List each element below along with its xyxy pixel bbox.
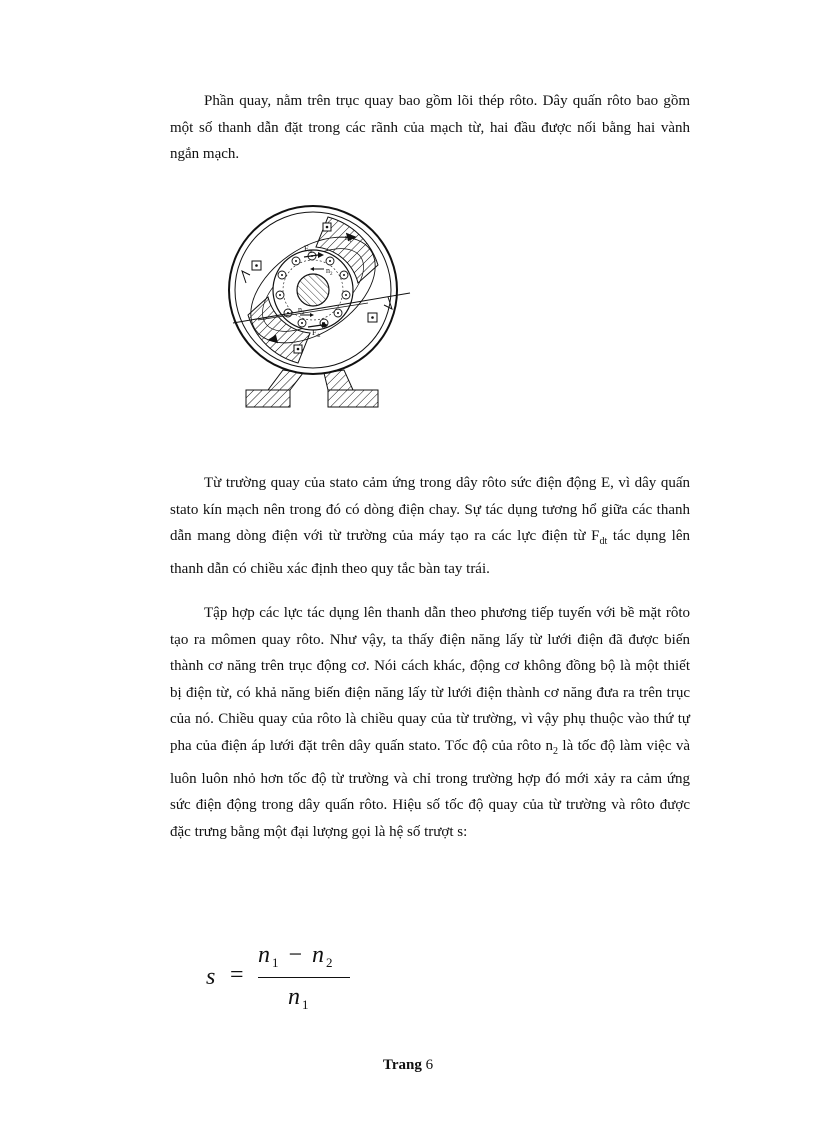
rotor-shaft [297,274,329,306]
formula-numerator: n $_1$ − n $_2$ [258,942,333,970]
paragraph-text-end: tác dụng lên thanh dẫn có chiều xác định theo quy tắc bàn tay trái. [170,528,690,577]
slip-formula [206,942,366,1022]
footer-label: Trang [382,1057,422,1073]
induction-motor-cross-section-diagram [228,195,428,410]
paragraph-text: Tập hợp các lực tác dụng lên thanh dẫn theo phương tiếp tuyến với bề mặt rôto tạo ra mômen quay rôto. Như vậy, ta thấy điện năng lấy từ lưới điện đã được biến thành cơ năng trên trục động cơ. Nói cách khác, động cơ không đồng bộ là một thiết bị điện từ, có khả năng biến điện năng lấy từ lưới điện thành cơ năng đưa ra trên trục của nó. Chiều quay của rôto là chiều quay của từ trường, vì vậy phụ thuộc vào thứ tự pha của điện áp lưới đặt trên dây quấn stato. Tốc độ của rôto n [170,605,690,754]
formula-fraction-bar [258,977,350,978]
rotor-speed-label-bottom: $n_2$ [298,305,305,316]
subscript-2: 2 [553,745,559,757]
force-label-bottom: $F_{dt}$ [312,328,321,339]
page-number: 6 [425,1057,434,1073]
paragraph-text-end: là tốc độ làm việc và luôn luôn nhỏ hơn tốc độ từ trường và chỉ trong trường hợp đó mới xảy ra cảm ứng sức điện động trong dây quấn rôto. Hiệu số tốc độ quay của từ trường và rôto được đặc trưng bằng một đại lượng gọi là hệ số trượt s: [170,737,690,840]
motor-base-left-foot [246,390,290,407]
force-label-top: $F_{dt}$ [304,244,313,255]
paragraph-text: Phần quay, nằm trên trục quay bao gồm lõi thép rôto. Dây quấn rôto bao gồm một số thanh dẫn đặt trong các rãnh của mạch từ, hai đầu được nối bằng hai vành ngắn mạch. [170,93,690,163]
subscript-dt: dt [599,536,608,548]
motor-base-right-foot [328,390,378,407]
field-speed-label: $n_1$ [345,233,352,244]
paragraph-text: Từ trường quay của stato cảm ứng trong dây rôto sức điện động E, vì dây quấn stato kín mạch nên trong đó có dòng điện chay. Sự tác dụng tương hổ giữa các thanh dẫn mang dòng điện với từ trường của máy tạo ra các lực điện từ F [170,475,690,545]
paragraph-torque [170,600,690,845]
rotor-speed-label-top: $n_2$ [326,266,333,277]
paragraph-induction [170,470,690,582]
paragraph-rotor-description [170,88,690,168]
formula-equals: = [230,962,244,988]
formula-lhs: s [206,964,216,990]
page-footer [0,1057,816,1074]
formula-denominator: n $_1$ [288,984,309,1012]
